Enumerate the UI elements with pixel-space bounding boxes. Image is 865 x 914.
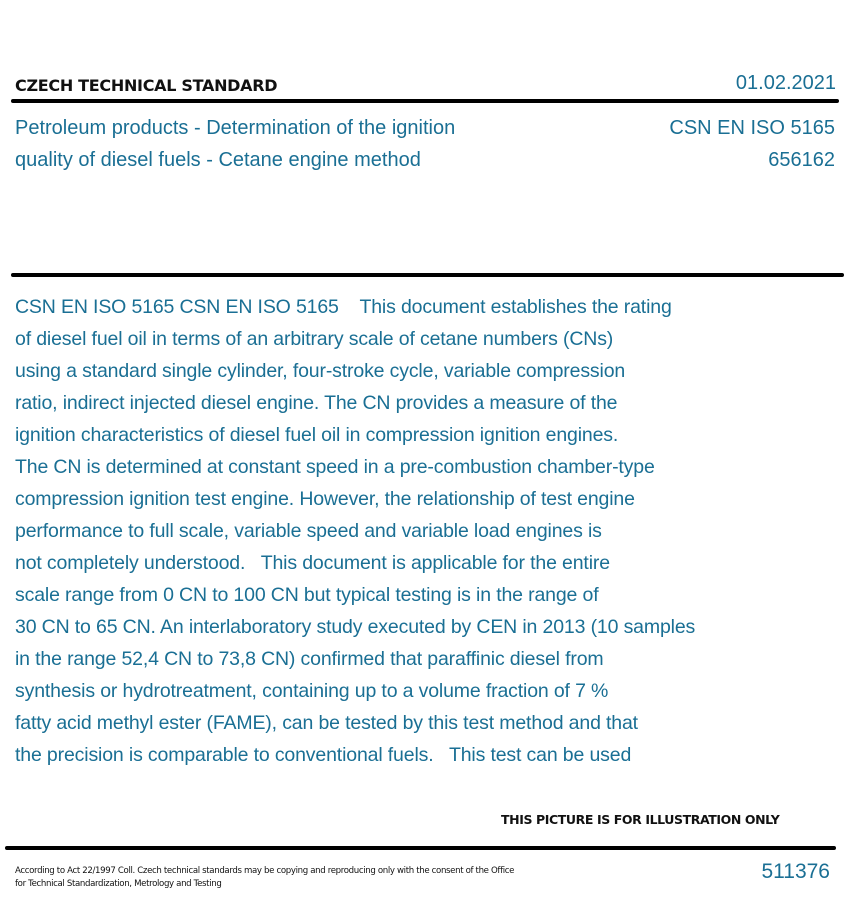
document-title-line-2: quality of diesel fuels - Cetane engine method [15,149,421,171]
abstract-line: CSN EN ISO 5165 CSN EN ISO 5165 This document establishes the rating [15,296,672,318]
standard-code: CSN EN ISO 5165 [669,117,835,139]
classification-number: 656162 [768,149,835,171]
footer-divider [5,846,836,850]
abstract-line: using a standard single cylinder, four-stroke cycle, variable compression [15,360,626,382]
legal-notice [15,865,514,891]
document-abstract [15,291,815,771]
abstract-line: the precision is comparable to conventional fuels. This test can be used [15,744,632,766]
abstract-line: compression ignition test engine. However, the relationship of test engine [15,488,635,510]
abstract-line: The CN is determined at constant speed in a pre-combustion chamber-type [15,456,655,478]
standard-type-label: CZECH TECHNICAL STANDARD [15,76,278,95]
header-divider [11,99,839,103]
abstract-line: synthesis or hydrotreatment, containing up to a volume fraction of 7 % [15,680,609,702]
abstract-line: of diesel fuel oil in terms of an arbitrary scale of cetane numbers (CNs) [15,328,614,350]
document-id: 511376 [761,860,830,883]
abstract-line: fatty acid methyl ester (FAME), can be tested by this test method and that [15,712,638,734]
abstract-line: scale range from 0 CN to 100 CN but typical testing is in the range of [15,584,599,606]
title-divider [11,273,844,277]
abstract-line: ratio, indirect injected diesel engine. The CN provides a measure of the [15,392,618,414]
abstract-line: 30 CN to 65 CN. An interlaboratory study executed by CEN in 2013 (10 samples [15,616,696,638]
illustration-disclaimer: THIS PICTURE IS FOR ILLUSTRATION ONLY [501,812,780,827]
abstract-line: ignition characteristics of diesel fuel oil in compression ignition engines. [15,424,619,446]
abstract-line: not completely understood. This document is applicable for the entire [15,552,610,574]
legal-notice-line: for Technical Standardization, Metrology and Testing [15,879,222,889]
publication-date: 01.02.2021 [735,72,836,94]
legal-notice-line: According to Act 22/1997 Coll. Czech technical standards may be copying and reproducing only with the consent of the Office [15,866,515,876]
document-title-line-1: Petroleum products - Determination of the ignition [15,117,456,139]
abstract-line: performance to full scale, variable speed and variable load engines is [15,520,602,542]
abstract-line: in the range 52,4 CN to 73,8 CN) confirmed that paraffinic diesel from [15,648,604,670]
